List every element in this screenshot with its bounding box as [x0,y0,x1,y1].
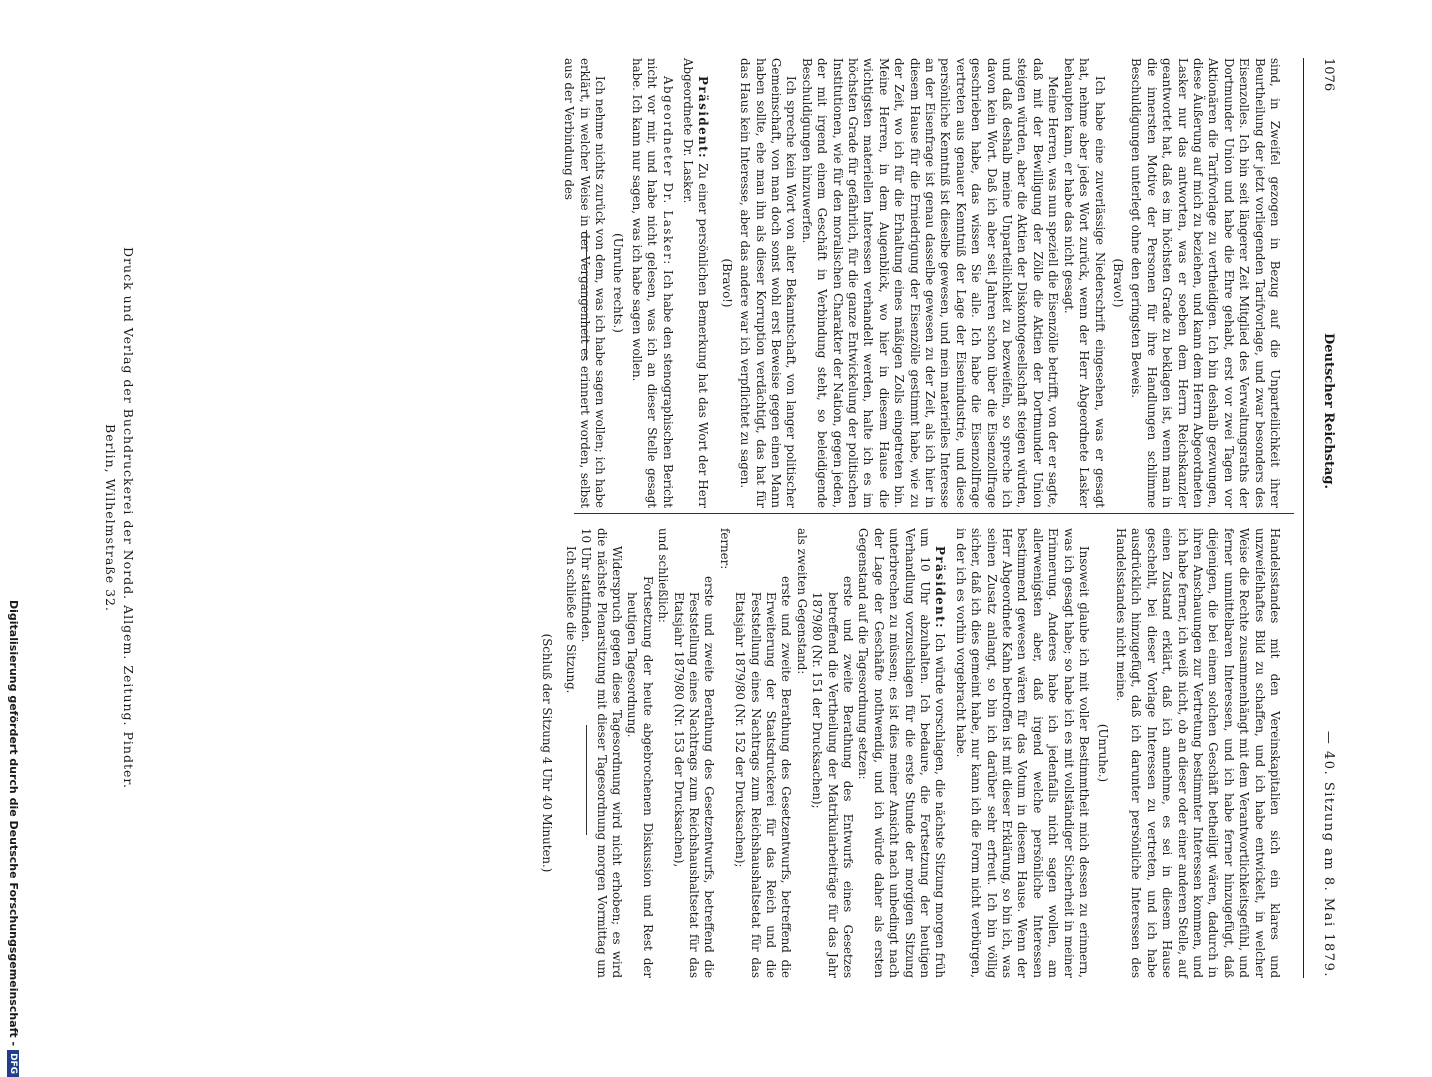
paragraph: sind, in Zweifel gezogen in Bezug auf die Unparteilichkeit ihrer Beurtheilung der jetzt vorliegenden Tarifvorlage, und zwar besonders des Eisenzolles. Ich bin seit längerer Zeit Mitglied des Verwaltungsraths der Dortmunder Union und habe die Ehre gehabt, erst vor zwei Tagen vor Aktionären die Tarifvorlage zu vertheidigen. Ich bin deshalb gezwungen, diese Äußerung auf mich zu beziehen, und kann dem Herrn Abgeordneten Lasker nur das antworten, was er soeben dem Herrn Reichskanzler geantwortet hat, daß es im höchsten Grade zu beklagen ist, wenn man in die innersten Motive der Personen für ihre Handlungen schlimme Beschuldigungen unterlegt ohne den geringsten Beweis. [1129,58,1282,508]
speech-text: Ich habe den stenographischen Bericht nicht vor mir, und habe nicht gelesen, was ich an dieser Stelle gesagt habe. Ich kann nur sagen, was ich habe sagen wollen. [629,58,675,508]
applause-note: (Bravo!) [719,258,734,308]
speaker-label: Abgeordneter Dr. Lasker: [660,76,675,266]
agenda-intro: und schließlich: [656,528,671,623]
paragraph: Ich nehme nichts zurück von dem, was ich habe sagen wollen; ich habe erklärt, in welcher Weise in der Vergangenheit es erinnert worden, selbst aus der Verbindung des [562,58,607,508]
column-divider [574,513,1294,514]
agenda-item: erste und zweite Berathung des Entwurfs eines Gesetzes betreffend die Vertheilung der Matrikularbeiträge für das Jahr 1879/80 (Nr. 151 der Drucksachen); [810,576,856,978]
agenda-item: erste und zweite Berathung des Gesetzentwurfs, betreffend die Feststellung eines Nachtrags zum Reichshaushaltsetat für das Etatsjahr 1879/80 (Nr. 153 der Drucksachen), [671,576,717,978]
speech-president [855,528,947,978]
agenda-item: erste und zweite Berathung des Gesetzentwurfs, betreffend die Erweiterung der Staatsdruckerei für das Reich und die Feststellung eines Nachtrags zum Reichshaushaltsetat für das Etatsjahr 1879/80 (Nr. 152 der Drucksachen); [733,576,794,978]
paragraph: Ich habe eine zuverlässige Niederschrift eingesehen, was er gesagt hat, nehme aber jedes Wort zurück, wenn der Herr Abgeordnete Lasker behaupten kann, er habe das nicht gesagt. [1061,58,1107,508]
paragraph: Insoweit glaube ich mit voller Bestimmtheit mich dessen zu erinnern, was ich gesagt habe; so habe ich es mit vollständiger Sicherheit in meiner Erinnerung. Anderes habe ich jedenfalls nicht sagen wollen, am allerwenigsten aber, daß irgend welche persönliche Interessen bestimmend gewesen wären für das Votum in diesem Hause. Wenn der Herr Abgeordnete Kahn betroffen ist mit dieser Erklärung, so bin ich, was seinen Zusatz anlangt, so bin ich darüber sehr erfreut. Ich bin völlig sicher, daß ich dies gemeint habe, nur kann ich die Form nicht verbürgen, in der ich es vorhin vorgebracht habe. [953,528,1092,978]
speech-lasker [628,58,674,508]
session-close-note: (Schluß der Sitzung 4 Uhr 40 Minuten.) [540,633,555,873]
end-rule [586,725,587,835]
paragraph: Ich schließe die Sitzung. [563,546,578,694]
agenda-intro: als zweiten Gegenstand: [794,528,809,675]
running-head [1321,58,1336,978]
digitisation-text: Digitalisierung gefördert durch die Deutsche Forschungsgemeinschaft - [7,600,20,1047]
agenda-intro: ferner: [717,528,732,570]
imprint-line: Berlin, Wilhelmstraße 32. [103,424,118,612]
paragraph: Meine Herren, was nun speziell die Eisenzölle betrifft, von der er sagte, daß mit der Bewilligung der Zölle die Aktien der Dortmunder Union steigen würden, aber die Aktien der Diskontogesellschaft steigen würden, und daß deshalb meine Unparteilichkeit zu bezweifeln, so spreche ich davon kein Wort. Daß ich aber seit Jahren schon über die Eisenzollfrage geschrieben habe, das wissen Sie alle. Ich habe die Eisenzollfrage vertreten aus genauer Kenntniß der Lage der Eisenindustrie, und diese persönliche Kenntniß ist dieselbe gewesen, und mein materielles Interesse an der Eisenfrage ist genau dasselbe gewesen zu der Zeit, als ich hier in diesem Hause für die Erniedrigung der Eisenzölle gestimmt habe, wie zu der Zeit, wo ich für die Erhaltung eines mäßigen Zolls eingetreten bin. Meine Herren, in dem Augenblick, wo hier in diesem Hause die wichtigsten materiellen Interessen verhandelt werden, halte ich es im höchsten Grade für gefährlich, für die ganze Entwickelung der politischen Institutionen, wie für den moralischen Charakter der Nation, gegen jeden, der mit irgend einem Geschäft in Verbindung steht, so beleidigende Beschuldigungen hinzuwerfen. [799,58,1061,508]
agenda-item: Fortsetzung der heute abgebrochenen Diskussion und Rest der heutigen Tagesordnung. [625,576,655,978]
speaker-label: Präsident: [933,546,948,629]
speech-president [680,58,711,508]
publication-title: Deutscher Reichstag. [1321,332,1336,490]
session-title: — 40. Sitzung am 8. Mai 1879. [1321,730,1336,978]
paragraph: Handelsstandes mit den Vereinskapitalien sich ein klares und unzweifelhaftes Bild zu schaffen, und ich habe entwickelt, in welcher Weise die Rechte zusammenhängt mit dem Verantwortlichkeitsgefühl, und ferner unmittelbaren Interessen, und ich habe ferner hinzugefügt, daß diejenigen, die bei einem solchen Geschäft betheiligt wären, dadurch in ihren Anschauungen zur Vertretung bestimmter Interessen kommen, und ich habe ferner, ich weiß nicht, ob an dieser oder einer anderen Stelle, auf einen Zustand erklärt, daß ich annehme, es sei in diesem Hause geschehlt, bei dieser Vorlage Interessen zu vertreten, und ich habe ausdrücklich hinzugefügt, daß ich darunter persönliche Interessen des Handelsstandes nicht meine. [1113,528,1282,978]
speech-text: Zu einer persönlichen Bemerkung hat das Wort der Herr Abgeordnete Dr. Lasker. [680,58,711,508]
speaker-label: Präsident: [696,76,711,159]
applause-note: (Bravo!) [1110,258,1125,308]
printer-imprint [101,58,137,978]
page-number: 1076 [1321,58,1336,92]
unrest-note: (Unruhe rechts.) [611,233,626,333]
imprint-line: Druck und Verlag der Buchdruckerei der Nordd. Allgem. Zeitung. Pindter. [121,247,136,789]
header-rule [1303,58,1304,978]
paragraph: Widerspruch gegen diese Tagesordnung wird nicht erhoben; es wird die nächste Plenarsitzung mit dieser Tagesordnung morgen Vormittag um 10 Uhr stattfinden. [579,528,624,978]
paragraph: Ich spreche kein Wort von alter Bekanntschaft, von langer politischer Gemeinschaft, von man doch sonst wohl erst Beweise gegen einen Mann haben sollte, ehe man ihn als dieser Korruption verdächtigt, das hat für das Haus kein Interesse, aber das andere war ich verpflichtet zu sagen. [738,58,799,508]
end-rule [586,230,587,360]
unrest-note: (Unruhe.) [1095,723,1110,783]
dfg-logo-icon: DFG [8,1050,20,1077]
right-column [536,528,1282,978]
digitisation-note [7,600,20,1077]
left-column [561,58,1282,508]
speech-text: Ich würde vorschlagen, die nächste Sitzung morgen früh um 10 Uhr abzuhalten. Ich bedaure, die Fortsetzung der heutigen Verhandlung vorzuschlagen für die erste Stunde der morgigen Sitzung unterbrechen zu müssen; es ist dies meiner Ansicht nach unbedingt nach der Lage der Geschäfte nothwendig, und ich würde daher als ersten Gegenstand auf die Tagesordnung setzen: [856,528,948,978]
